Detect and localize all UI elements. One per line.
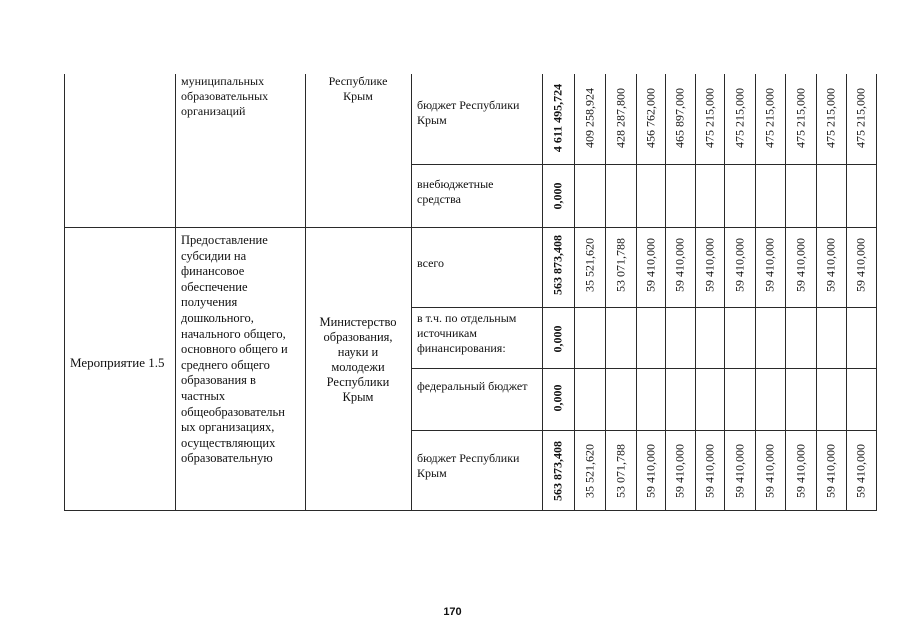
year-amount-cell: 409 258,924	[582, 88, 597, 148]
measure-name-cell: Предоставление субсидии на финансовое обеспечение получения дошкольного, начального общего, основного общего и среднего общего образования в частных общеобразовательн ых организациях, осуществляющих образовательную	[181, 233, 288, 466]
year-amount-cell: 465 897,000	[672, 88, 687, 148]
year-amount-cell: 59 410,000	[672, 444, 687, 498]
total-amount-cell: 4 611 495,724	[550, 83, 565, 153]
total-amount-cell: 0,000	[550, 384, 565, 412]
measure-name-cell: муниципальных образовательных организаций	[181, 74, 269, 118]
year-amount-cell: 59 410,000	[732, 238, 747, 292]
source-cell: внебюджетные средства	[417, 177, 494, 206]
grid-line	[846, 74, 847, 511]
year-amount-cell: 475 215,000	[732, 88, 747, 148]
grid-line	[64, 74, 65, 511]
year-amount-cell: 59 410,000	[793, 238, 808, 292]
year-amount-cell: 59 410,000	[823, 444, 838, 498]
year-amount-cell: 59 410,000	[732, 444, 747, 498]
grid-line	[695, 74, 696, 511]
source-cell: всего	[417, 256, 445, 270]
grid-line	[605, 74, 606, 511]
grid-line	[636, 74, 637, 511]
year-amount-cell: 59 410,000	[823, 238, 838, 292]
grid-line	[411, 430, 877, 431]
year-amount-cell: 59 410,000	[853, 238, 868, 292]
source-cell: бюджет Республики Крым	[417, 98, 520, 127]
year-amount-cell: 59 410,000	[702, 444, 717, 498]
year-amount-cell: 475 215,000	[702, 88, 717, 148]
year-amount-cell: 59 410,000	[762, 444, 777, 498]
year-amount-cell: 53 071,788	[613, 238, 628, 292]
year-amount-cell: 428 287,800	[613, 88, 628, 148]
grid-line	[574, 74, 575, 511]
year-amount-cell: 475 215,000	[793, 88, 808, 148]
grid-line	[64, 227, 877, 228]
grid-line	[411, 164, 877, 165]
grid-line	[175, 74, 176, 511]
year-amount-cell: 475 215,000	[853, 88, 868, 148]
year-amount-cell: 59 410,000	[643, 238, 658, 292]
year-amount-cell: 59 410,000	[762, 238, 777, 292]
executor-cell: Министерство образования, науки и молодежи Республики Крым	[319, 315, 397, 404]
year-amount-cell: 53 071,788	[613, 444, 628, 498]
total-amount-cell: 0,000	[550, 325, 565, 353]
year-amount-cell: 475 215,000	[823, 88, 838, 148]
year-amount-cell: 456 762,000	[643, 88, 658, 148]
grid-line	[665, 74, 666, 511]
measure-label-cell: Мероприятие 1.5	[70, 355, 165, 370]
year-amount-cell: 59 410,000	[643, 444, 658, 498]
grid-line	[816, 74, 817, 511]
grid-line	[64, 510, 877, 511]
grid-line	[876, 74, 877, 511]
year-amount-cell: 59 410,000	[702, 238, 717, 292]
grid-line	[411, 74, 412, 511]
grid-line	[785, 74, 786, 511]
source-cell: в т.ч. по отдельным источникам финансирования:	[417, 311, 517, 355]
year-amount-cell: 35 521,620	[582, 444, 597, 498]
grid-line	[724, 74, 725, 511]
grid-line	[305, 74, 306, 511]
total-amount-cell: 563 873,408	[550, 235, 565, 295]
grid-line	[411, 368, 877, 369]
page-number: 170	[443, 606, 462, 618]
grid-line	[755, 74, 756, 511]
year-amount-cell: 35 521,620	[582, 238, 597, 292]
total-amount-cell: 563 873,408	[550, 441, 565, 501]
executor-cell: Республике Крым	[328, 74, 388, 103]
year-amount-cell: 59 410,000	[793, 444, 808, 498]
year-amount-cell: 59 410,000	[672, 238, 687, 292]
source-cell: федеральный бюджет	[417, 379, 528, 393]
source-cell: бюджет Республики Крым	[417, 451, 520, 480]
year-amount-cell: 59 410,000	[853, 444, 868, 498]
grid-line	[411, 307, 877, 308]
grid-line	[542, 74, 543, 511]
year-amount-cell: 475 215,000	[762, 88, 777, 148]
total-amount-cell: 0,000	[550, 182, 565, 210]
